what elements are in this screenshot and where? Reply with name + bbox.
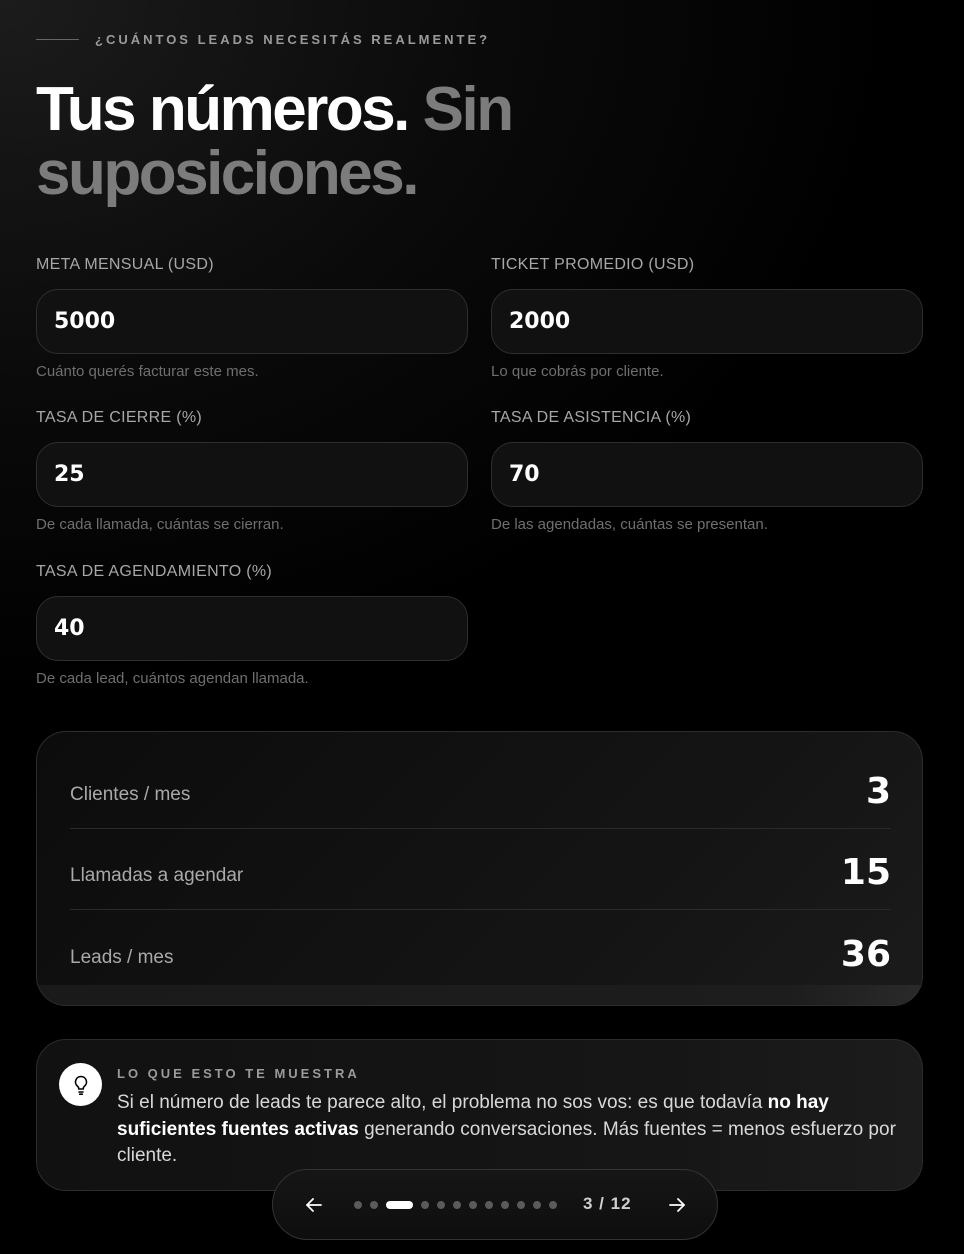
field-tasa-agendamiento xyxy=(36,563,468,687)
results-card xyxy=(36,731,923,1006)
pager-dot[interactable] xyxy=(533,1201,541,1209)
field-input-box[interactable] xyxy=(36,442,468,507)
pager-dot[interactable] xyxy=(386,1201,413,1209)
pager-dot[interactable] xyxy=(469,1201,477,1209)
arrow-left-icon xyxy=(305,1197,323,1213)
field-label: META MENSUAL (USD) xyxy=(36,256,214,273)
field-help: De cada lead, cuántos agendan llamada. xyxy=(36,670,309,687)
field-input-box[interactable] xyxy=(491,442,923,507)
eyebrow-divider xyxy=(36,39,79,40)
result-label: Clientes / mes xyxy=(70,784,191,805)
result-row xyxy=(70,829,891,910)
next-slide-button[interactable] xyxy=(661,1189,693,1221)
pager-dot[interactable] xyxy=(453,1201,461,1209)
lightbulb-icon xyxy=(59,1063,102,1106)
result-value: 36 xyxy=(840,934,891,975)
result-value: 15 xyxy=(840,852,891,893)
ticket-promedio-input[interactable] xyxy=(509,309,889,334)
section-eyebrow xyxy=(36,32,490,47)
result-label: Llamadas a agendar xyxy=(70,865,244,886)
field-help: De las agendadas, cuántas se presentan. xyxy=(491,516,768,533)
tasa-asistencia-input[interactable] xyxy=(509,462,889,487)
arrow-right-icon xyxy=(668,1197,686,1213)
result-row xyxy=(70,748,891,829)
insight-text-end: generando conversaciones. Más fuentes = menos esfuerzo por cliente. xyxy=(117,1118,896,1166)
slide-pager xyxy=(272,1169,718,1240)
field-label: TICKET PROMEDIO (USD) xyxy=(491,256,695,273)
result-value: 3 xyxy=(865,771,891,812)
field-label: TASA DE CIERRE (%) xyxy=(36,409,203,426)
field-input-box[interactable] xyxy=(36,289,468,354)
pager-dot[interactable] xyxy=(549,1201,557,1209)
pager-dot[interactable] xyxy=(370,1201,378,1209)
pager-dot[interactable] xyxy=(437,1201,445,1209)
result-row xyxy=(70,910,891,991)
pager-dot[interactable] xyxy=(421,1201,429,1209)
insight-text-start: Si el número de leads te parece alto, el problema no sos vos: es que todavía xyxy=(117,1092,768,1113)
field-label: TASA DE ASISTENCIA (%) xyxy=(491,409,692,426)
field-tasa-cierre xyxy=(36,409,468,533)
field-help: De cada llamada, cuántas se cierran. xyxy=(36,516,284,533)
pager-dot[interactable] xyxy=(485,1201,493,1209)
field-help: Lo que cobrás por cliente. xyxy=(491,363,664,380)
eyebrow-text: ¿CUÁNTOS LEADS NECESITÁS REALMENTE? xyxy=(95,32,491,47)
insight-text xyxy=(117,1090,897,1170)
result-label: Leads / mes xyxy=(70,947,174,968)
pager-dot[interactable] xyxy=(517,1201,525,1209)
field-tasa-asistencia xyxy=(491,409,923,533)
title-secondary: Sin suposiciones. xyxy=(36,75,512,208)
page-title xyxy=(36,75,656,208)
field-help: Cuánto querés facturar este mes. xyxy=(36,363,259,380)
insight-text-bold: no hay suficientes fuentes activas xyxy=(117,1092,829,1140)
tasa-agendamiento-input[interactable] xyxy=(54,616,434,641)
page-counter: 3 / 12 xyxy=(583,1194,632,1213)
insight-heading: LO QUE ESTO TE MUESTRA xyxy=(117,1066,360,1081)
meta-mensual-input[interactable] xyxy=(54,309,434,334)
title-primary: Tus números. xyxy=(36,75,408,144)
pager-dots xyxy=(354,1201,557,1209)
field-ticket-promedio xyxy=(491,256,923,380)
field-label: TASA DE AGENDAMIENTO (%) xyxy=(36,563,272,580)
field-meta-mensual xyxy=(36,256,468,380)
field-input-box[interactable] xyxy=(36,596,468,661)
tasa-cierre-input[interactable] xyxy=(54,462,434,487)
pager-dot[interactable] xyxy=(354,1201,362,1209)
pager-dot[interactable] xyxy=(501,1201,509,1209)
previous-slide-button[interactable] xyxy=(298,1189,330,1221)
field-input-box[interactable] xyxy=(491,289,923,354)
